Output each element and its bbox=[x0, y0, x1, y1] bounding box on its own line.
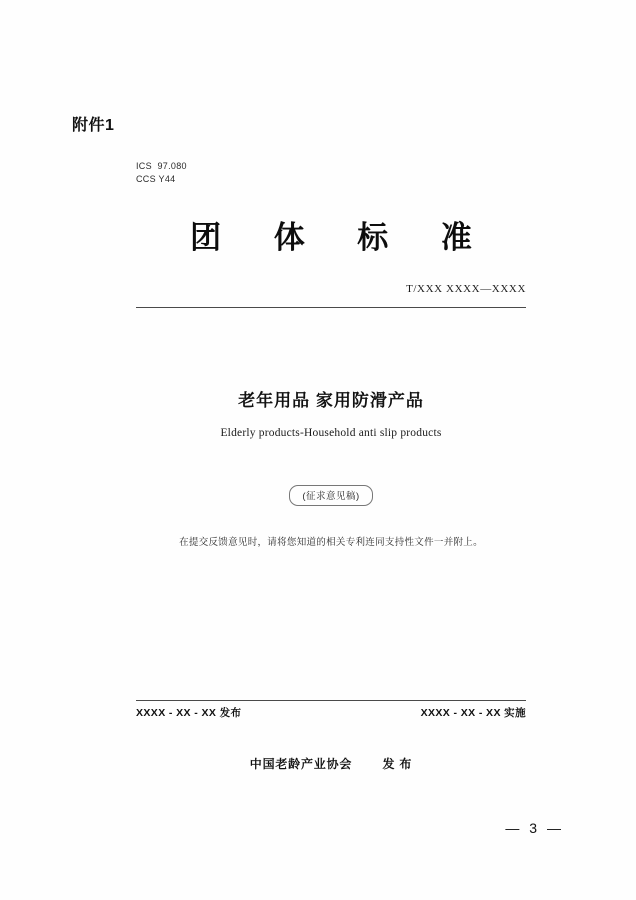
standard-number: T/XXX XXXX—XXXX bbox=[406, 283, 526, 296]
standard-title-english: Elderly products-Household anti slip products bbox=[220, 427, 442, 440]
ics-code: ICS 97.080 bbox=[136, 161, 187, 171]
implementation-date: XXXX - XX - XX 实施 bbox=[420, 707, 526, 719]
header-divider bbox=[136, 307, 526, 308]
issuer-name: 中国老龄产业协会 bbox=[249, 757, 353, 771]
draft-badge-container bbox=[136, 485, 526, 506]
page-number: — 3 — bbox=[505, 820, 564, 836]
ccs-code: CCS Y44 bbox=[136, 174, 176, 185]
standard-title-chinese: 老年用品 家用防滑产品 bbox=[238, 391, 424, 411]
issue-date: XXXX - XX - XX 发布 bbox=[136, 707, 242, 719]
attachment-label: 附件1 bbox=[72, 117, 115, 134]
standard-type-heading: 团 体 标 准 bbox=[190, 220, 494, 256]
issuer-line bbox=[136, 755, 526, 772]
classification-codes bbox=[136, 160, 526, 186]
footer-dates bbox=[136, 705, 526, 720]
draft-status-badge: (征求意见稿) bbox=[289, 485, 372, 506]
footer-divider bbox=[136, 700, 526, 701]
issuer-action: 发 布 bbox=[382, 757, 413, 771]
standard-cover bbox=[136, 160, 526, 548]
patent-notice: 在提交反馈意见时，请将您知道的相关专利连同支持性文件一并附上。 bbox=[179, 538, 483, 549]
